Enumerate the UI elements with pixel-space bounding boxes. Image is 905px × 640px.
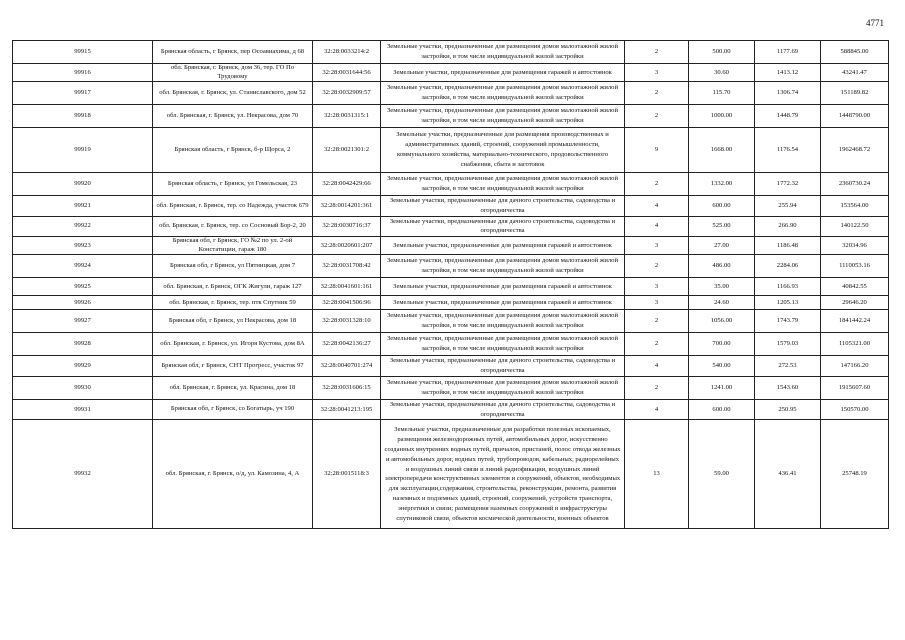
record-number-cell: 99924 [13,255,153,278]
table-row [13,399,889,420]
table-row [13,41,889,64]
area-cell: 700.00 [689,333,755,356]
land-use-cell: Земельные участки, предназначенные для размещения производственных и административных зданий, строений, сооружений промышленности, коммунального хозяйства, материально-технического, продовольственного снабжения, сбыта и заготовок [381,128,625,173]
table-row [13,128,889,173]
area-cell: 35.00 [689,278,755,296]
cadastral-number-cell: 32:28:0041506:96 [313,296,381,310]
table-row [13,356,889,377]
area-cell: 24.60 [689,296,755,310]
record-number-cell: 99921 [13,196,153,217]
specific-value-cell: 1743.79 [755,310,821,333]
record-number-cell: 99915 [13,41,153,64]
cadastral-number-cell: 32:28:0031708:42 [313,255,381,278]
cadastral-number-cell: 32:28:0031606:15 [313,376,381,399]
address-cell: обл. Брянская, г. Брянск, тер. со Надежда, участок 679 [153,196,313,217]
cadastral-number-cell: 32:28:0042136:27 [313,333,381,356]
land-use-cell: Земельные участки, предназначенные для разработки полезных ископаемых, размещения железнодорожных путей, автомобильных дорог, искусственно созданных внутренних водных путей, причалов, пристаней, полос отвода железных и автомобильных дорог, водных путей, трубопроводов, кабельных, радиорелейных и воздушных линий связи и линий радиофикации, воздушных линий электропередачи конструктивных элементов и сооружений, объектов, необходимых для эксплуатации,содержания, строительства, реконструкции, ремонта, развития наземных и подземных зданий, строений, сооружений, устройств транспорта, энергетики и связи; размещения наземных сооружений и инфраструктуры спутниковой связи, объектов космической деятельности, военных объектов [381,420,625,529]
land-use-cell: Земельные участки, предназначенные для размещения гаражей и автостоянок [381,64,625,82]
group-cell: 2 [625,310,689,333]
address-cell: Брянская область, г Брянск, ул Гомельская, 23 [153,173,313,196]
land-registry-table [12,40,889,529]
table-row [13,64,889,82]
specific-value-cell: 1186.48 [755,237,821,255]
address-cell: обл. Брянская, г. Брянск, ул. Красина, дом 18 [153,376,313,399]
area-cell: 59.00 [689,420,755,529]
specific-value-cell: 1177.69 [755,41,821,64]
cadastral-number-cell: 32:28:0042429:66 [313,173,381,196]
specific-value-cell: 1166.93 [755,278,821,296]
table-row [13,105,889,128]
area-cell: 27.00 [689,237,755,255]
cadastral-value-cell: 1915607.60 [821,376,889,399]
area-cell: 500.00 [689,41,755,64]
record-number-cell: 99919 [13,128,153,173]
record-number-cell: 99930 [13,376,153,399]
table-row [13,196,889,217]
area-cell: 525.00 [689,216,755,237]
group-cell: 3 [625,278,689,296]
cadastral-value-cell: 588845.00 [821,41,889,64]
cadastral-value-cell: 40842.55 [821,278,889,296]
table-row [13,420,889,529]
record-number-cell: 99916 [13,64,153,82]
address-cell: обл. Брянская, г. Брянск, ул. Игоря Кустова, дом 8А [153,333,313,356]
table-row [13,82,889,105]
specific-value-cell: 1306.74 [755,82,821,105]
cadastral-value-cell: 43241.47 [821,64,889,82]
cadastral-value-cell: 1110053.16 [821,255,889,278]
record-number-cell: 99922 [13,216,153,237]
area-cell: 1668.00 [689,128,755,173]
area-cell: 115.70 [689,82,755,105]
record-number-cell: 99920 [13,173,153,196]
area-cell: 1000.00 [689,105,755,128]
cadastral-value-cell: 1105321.00 [821,333,889,356]
cadastral-value-cell: 147166.20 [821,356,889,377]
cadastral-value-cell: 140122.50 [821,216,889,237]
address-cell: Брянская область, г Брянск, б-р Щорса, 2 [153,128,313,173]
specific-value-cell: 2284.06 [755,255,821,278]
specific-value-cell: 1772.32 [755,173,821,196]
cadastral-value-cell: 153564.00 [821,196,889,217]
land-use-cell: Земельные участки, предназначенные для размещения домов малоэтажной жилой застройки, в том числе индивидуальной жилой застройки [381,41,625,64]
group-cell: 2 [625,333,689,356]
address-cell: Брянская обл, г Брянск, СНТ Прогресс, участок 97 [153,356,313,377]
table-row [13,237,889,255]
table-row [13,216,889,237]
record-number-cell: 99923 [13,237,153,255]
land-use-cell: Земельные участки, предназначенные для размещения домов малоэтажной жилой застройки, в том числе индивидуальной жилой застройки [381,376,625,399]
area-cell: 1056.00 [689,310,755,333]
cadastral-number-cell: 32:28:0040701:274 [313,356,381,377]
specific-value-cell: 1205.13 [755,296,821,310]
cadastral-value-cell: 1841442.24 [821,310,889,333]
record-number-cell: 99926 [13,296,153,310]
group-cell: 2 [625,255,689,278]
group-cell: 3 [625,237,689,255]
cadastral-value-cell: 150570.00 [821,399,889,420]
group-cell: 2 [625,173,689,196]
land-use-cell: Земельные участки, предназначенные для дачного строительства, садоводства и огородничества [381,399,625,420]
cadastral-number-cell: 32:28:0041213:195 [313,399,381,420]
cadastral-number-cell: 32:28:0014201:361 [313,196,381,217]
cadastral-number-cell: 32:28:0015118:3 [313,420,381,529]
group-cell: 9 [625,128,689,173]
land-use-cell: Земельные участки, предназначенные для размещения домов малоэтажной жилой застройки, в том числе индивидуальной жилой застройки [381,255,625,278]
land-use-cell: Земельные участки, предназначенные для размещения домов малоэтажной жилой застройки, в том числе индивидуальной жилой застройки [381,310,625,333]
specific-value-cell: 1543.60 [755,376,821,399]
record-number-cell: 99929 [13,356,153,377]
address-cell: обл. Брянская, г. Брянск, тер. со Сосновый Бор-2, 20 [153,216,313,237]
table-row [13,173,889,196]
specific-value-cell: 272.53 [755,356,821,377]
land-use-cell: Земельные участки, предназначенные для размещения домов малоэтажной жилой застройки, в том числе индивидуальной жилой застройки [381,82,625,105]
land-use-cell: Земельные участки, предназначенные для размещения гаражей и автостоянок [381,278,625,296]
area-cell: 540.00 [689,356,755,377]
table-row [13,310,889,333]
specific-value-cell: 266.90 [755,216,821,237]
table-row [13,296,889,310]
group-cell: 2 [625,105,689,128]
area-cell: 600.00 [689,196,755,217]
record-number-cell: 99927 [13,310,153,333]
page-number: 4771 [866,18,884,28]
address-cell: обл. Брянская, г. Брянск, о/д, ул. Камозина, 4, А [153,420,313,529]
address-cell: обл. Брянская, г. Брянск, ОГК Жигули, гараж 127 [153,278,313,296]
group-cell: 3 [625,64,689,82]
group-cell: 3 [625,296,689,310]
record-number-cell: 99917 [13,82,153,105]
group-cell: 2 [625,82,689,105]
specific-value-cell: 1579.03 [755,333,821,356]
cadastral-value-cell: 1448790.00 [821,105,889,128]
specific-value-cell: 1176.54 [755,128,821,173]
address-cell: обл. Брянская, г. Брянск, ул. Некрасова, дом 70 [153,105,313,128]
area-cell: 1332.00 [689,173,755,196]
specific-value-cell: 1413.12 [755,64,821,82]
land-use-cell: Земельные участки, предназначенные для размещения домов малоэтажной жилой застройки, в том числе индивидуальной жилой застройки [381,105,625,128]
land-use-cell: Земельные участки, предназначенные для дачного строительства, садоводства и огородничества [381,196,625,217]
cadastral-number-cell: 32:28:0030716:37 [313,216,381,237]
address-cell: обл. Брянская, г. Брянск, ул. Станиславского, дом 52 [153,82,313,105]
table-row [13,278,889,296]
address-cell: Брянская обл, г Брянск, ул Пятницкая, дом 7 [153,255,313,278]
land-use-cell: Земельные участки, предназначенные для размещения домов малоэтажной жилой застройки, в том числе индивидуальной жилой застройки [381,173,625,196]
record-number-cell: 99932 [13,420,153,529]
table-row [13,255,889,278]
area-cell: 600.00 [689,399,755,420]
area-cell: 1241.00 [689,376,755,399]
cadastral-number-cell: 32:28:0020601:207 [313,237,381,255]
cadastral-value-cell: 1962468.72 [821,128,889,173]
address-cell: обл. Брянская, г. Брянск, дом 36, тер. ГО По Трудовому [153,64,313,82]
record-number-cell: 99925 [13,278,153,296]
specific-value-cell: 1448.79 [755,105,821,128]
address-cell: Брянская обл, г Брянск, со Богатырь, уч 190 [153,399,313,420]
cadastral-number-cell: 32:28:0033214:2 [313,41,381,64]
record-number-cell: 99918 [13,105,153,128]
cadastral-value-cell: 32034.96 [821,237,889,255]
table-row [13,333,889,356]
address-cell: Брянская область, г Брянск, пер Осоавиахима, д 68 [153,41,313,64]
cadastral-value-cell: 29646.20 [821,296,889,310]
land-use-cell: Земельные участки, предназначенные для размещения домов малоэтажной жилой застройки, в том числе индивидуальной жилой застройки [381,333,625,356]
cadastral-number-cell: 32:28:0031644:56 [313,64,381,82]
group-cell: 4 [625,356,689,377]
specific-value-cell: 250.95 [755,399,821,420]
group-cell: 13 [625,420,689,529]
cadastral-value-cell: 2360730.24 [821,173,889,196]
cadastral-number-cell: 32:28:0032909:57 [313,82,381,105]
record-number-cell: 99928 [13,333,153,356]
cadastral-value-cell: 151189.82 [821,82,889,105]
area-cell: 486.00 [689,255,755,278]
cadastral-value-cell: 25748.19 [821,420,889,529]
group-cell: 2 [625,376,689,399]
group-cell: 4 [625,216,689,237]
cadastral-number-cell: 32:28:0031315:1 [313,105,381,128]
cadastral-number-cell: 32:28:0031328:10 [313,310,381,333]
cadastral-number-cell: 32:28:0021301:2 [313,128,381,173]
record-number-cell: 99931 [13,399,153,420]
land-use-cell: Земельные участки, предназначенные для размещения гаражей и автостоянок [381,237,625,255]
land-use-cell: Земельные участки, предназначенные для размещения гаражей и автостоянок [381,296,625,310]
group-cell: 4 [625,196,689,217]
cadastral-number-cell: 32:28:0041601:161 [313,278,381,296]
area-cell: 30.60 [689,64,755,82]
specific-value-cell: 436.41 [755,420,821,529]
group-cell: 4 [625,399,689,420]
specific-value-cell: 255.94 [755,196,821,217]
address-cell: Брянская обл, г Брянск, ул Некрасова, дом 18 [153,310,313,333]
land-use-cell: Земельные участки, предназначенные для дачного строительства, садоводства и огородничества [381,216,625,237]
group-cell: 2 [625,41,689,64]
land-use-cell: Земельные участки, предназначенные для дачного строительства, садоводства и огородничества [381,356,625,377]
table-row [13,376,889,399]
address-cell: обл. Брянская, г. Брянск, тер. птк Спутник 59 [153,296,313,310]
address-cell: Брянская обл, г Брянск, ГО №2 по ул. 2-ой Констатиции, гараж 180 [153,237,313,255]
